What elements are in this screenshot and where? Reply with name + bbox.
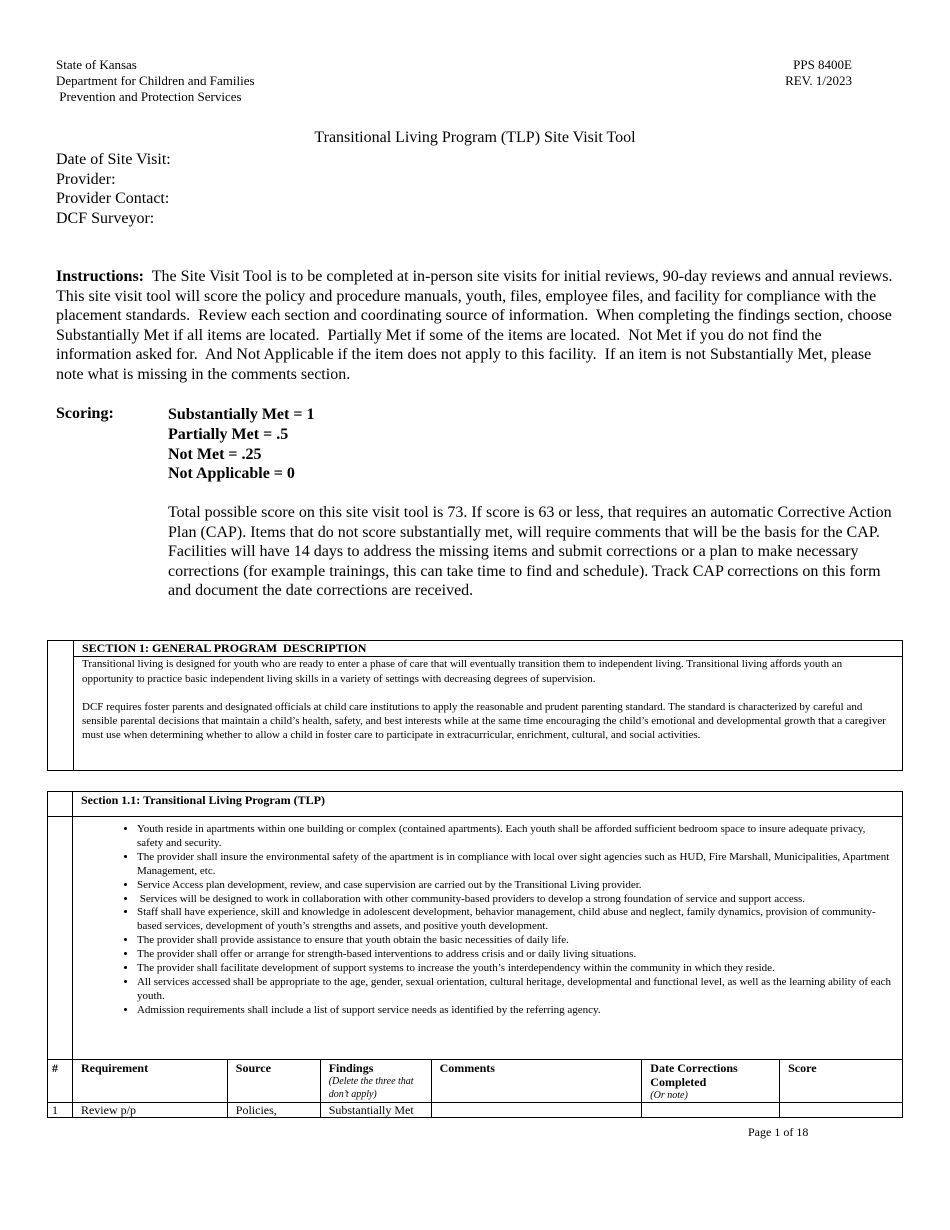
list-item: • Admission requirements shall include a list of support service needs as identified by the referring agency.: [137, 1004, 894, 1018]
section-1-1-body-margin: [48, 817, 73, 1060]
column-header-score: Score: [780, 1060, 903, 1103]
section-1-1-table: [47, 791, 903, 1118]
column-header-source: Source: [227, 1060, 320, 1103]
scoring-label: Scoring:: [56, 405, 114, 422]
row-requirement: Review p/p: [72, 1103, 227, 1118]
findings-header-label: Findings: [328, 1061, 374, 1075]
section-1-body-cell: [74, 657, 903, 771]
column-header-findings: [320, 1060, 431, 1103]
list-item: • All services accessed shall be appropriate to the age, gender, sexual orientation, cultural heritage, developmental and functional level, as well as the learning ability of each youth.: [137, 976, 894, 1004]
instructions-label: Instructions:: [56, 268, 145, 285]
section-1-1-body-cell: [72, 817, 902, 1060]
standards-list: [81, 823, 894, 1018]
requirements-header-row: [48, 1060, 903, 1103]
list-item: • The provider shall offer or arrange for strength-based interventions to address crisis and or daily living situations.: [137, 948, 894, 962]
site-visit-fields: [56, 150, 171, 228]
score-substantially-met: Substantially Met = 1: [168, 406, 315, 423]
findings-header-note: (Delete the three that don’t apply): [328, 1076, 414, 1100]
column-header-number: #: [48, 1060, 73, 1103]
row-date-corrections[interactable]: [642, 1103, 780, 1118]
column-header-date-corrections: [642, 1060, 780, 1103]
score-partially-met: Partially Met = .5: [168, 425, 289, 443]
agency-line-1: State of Kansas: [56, 57, 137, 72]
provider-contact-label: Provider Contact:: [56, 190, 170, 208]
score-not-met: Not Met = .25: [168, 445, 262, 463]
section-1-1-title-cell: [72, 792, 902, 817]
column-header-comments: Comments: [431, 1060, 642, 1103]
row-comments[interactable]: [431, 1103, 642, 1118]
list-item: • The provider shall insure the environmental safety of the apartment is in compliance with local over sight agencies such as HUD, Fire Marshall, Municipalities, Apartment Management, etc.: [137, 851, 894, 879]
list-item: • Staff shall have experience, skill and knowledge in adolescent development, behavior management, child abuse and neglect, family dynamics, provision of community-based services, development of youth’s strengths and assets, and positive youth development.: [137, 906, 894, 934]
row-score[interactable]: [780, 1103, 903, 1118]
section-1-paragraph-2: DCF requires foster parents and designated officials at child care institutions to apply the reasonable and prudent parenting standard. The standard is characterized by careful and sensible parental decisions that maintain a child’s health, safety, and best interests while at the same time encouraging the child’s emotional and developmental growth that a caregiver must use when determining whether to allow a child in foster care to participate in extracurricular, enrichment, cultural, and social activities.: [82, 700, 886, 742]
form-id-header: [785, 57, 852, 89]
instructions-paragraph: [56, 267, 901, 385]
form-revision: REV. 1/2023: [785, 73, 852, 88]
list-item: • The provider shall provide assistance to ensure that youth obtain the basic necessities of daily life.: [137, 934, 894, 948]
form-number: PPS 8400E: [793, 57, 852, 72]
section-1-table: [47, 640, 903, 771]
score-not-applicable: Not Applicable = 0: [168, 465, 295, 483]
column-header-requirement: Requirement: [72, 1060, 227, 1103]
section-1-paragraph-1: Transitional living is designed for youth who are ready to enter a phase of care that will eventually transition them to independent living. Transitional living affords youth an opportunity to practice basic independent living skills in a variety of settings with decreasing degrees of supervision.: [82, 658, 843, 685]
row-source: Policies,: [227, 1103, 320, 1118]
section-1-title: SECTION 1: GENERAL PROGRAM DESCRIPTION: [82, 641, 367, 655]
agency-line-2: Department for Children and Families: [56, 73, 255, 88]
section-1-1-margin-cell: [48, 792, 73, 817]
page-number: Page 1 of 18: [748, 1125, 809, 1139]
section-1-1-title: Section 1.1: Transitional Living Program (TLP): [80, 793, 325, 807]
instructions-text: The Site Visit Tool is to be completed at in-person site visits for initial reviews, 90-day reviews and annual reviews. This site visit tool will score the policy and procedure manuals, youth, files, employee files, and facility for compliance with the placement standards. Review each section and coordinating source of information. When completing the findings section, choose Substantially Met if all items are located. Partially Met if some of the items are located. Not Met if you do not find the information asked for. And Not Applicable if the item does not apply to this facility. If an item is not Substantially Met, please note what is missing in the comments section.: [56, 268, 901, 383]
agency-header: [56, 57, 255, 105]
list-item: • Services will be designed to work in collaboration with other community-based providers to develop a strong foundation of service and support access.: [137, 893, 894, 907]
date-corrections-header-note: (Or note): [650, 1090, 688, 1101]
document-title: Transitional Living Program (TLP) Site Visit Tool: [314, 129, 636, 146]
scoring-total-paragraph: Total possible score on this site visit tool is 73. If score is 63 or less, that requires an automatic Corrective Action Plan (CAP). Items that do not score substantially met, will require comments that will be the basis for the CAP. Facilities will have 14 days to address the missing items and submit corrections or a plan to make necessary corrections (for example trainings, this can take time to find and schedule). Track CAP corrections on this form and document the date corrections are received.: [168, 504, 892, 600]
provider-label: Provider:: [56, 170, 116, 188]
date-of-site-visit-label: Date of Site Visit:: [56, 151, 171, 168]
list-item: • Service Access plan development, review, and case supervision are carried out by the Transitional Living provider.: [137, 879, 894, 893]
date-corrections-header-label: Date Corrections Completed: [650, 1061, 738, 1089]
dcf-surveyor-label: DCF Surveyor:: [56, 209, 155, 227]
list-item: • Youth reside in apartments within one building or complex (contained apartments). Each youth shall be afforded sufficient bedroom space to insure adequate privacy, safety and security.: [137, 823, 894, 851]
list-item: • The provider shall facilitate development of support systems to increase the youth’s interdependency within the community in which they reside.: [137, 962, 894, 976]
table-row: [48, 1103, 903, 1118]
agency-line-3: Prevention and Protection Services: [56, 89, 242, 104]
scoring-scale: [168, 405, 314, 484]
section-1-title-cell: [74, 641, 903, 657]
row-findings[interactable]: Substantially Met: [320, 1103, 431, 1118]
row-number: 1: [48, 1103, 73, 1118]
section-1-margin-cell: [48, 641, 74, 771]
